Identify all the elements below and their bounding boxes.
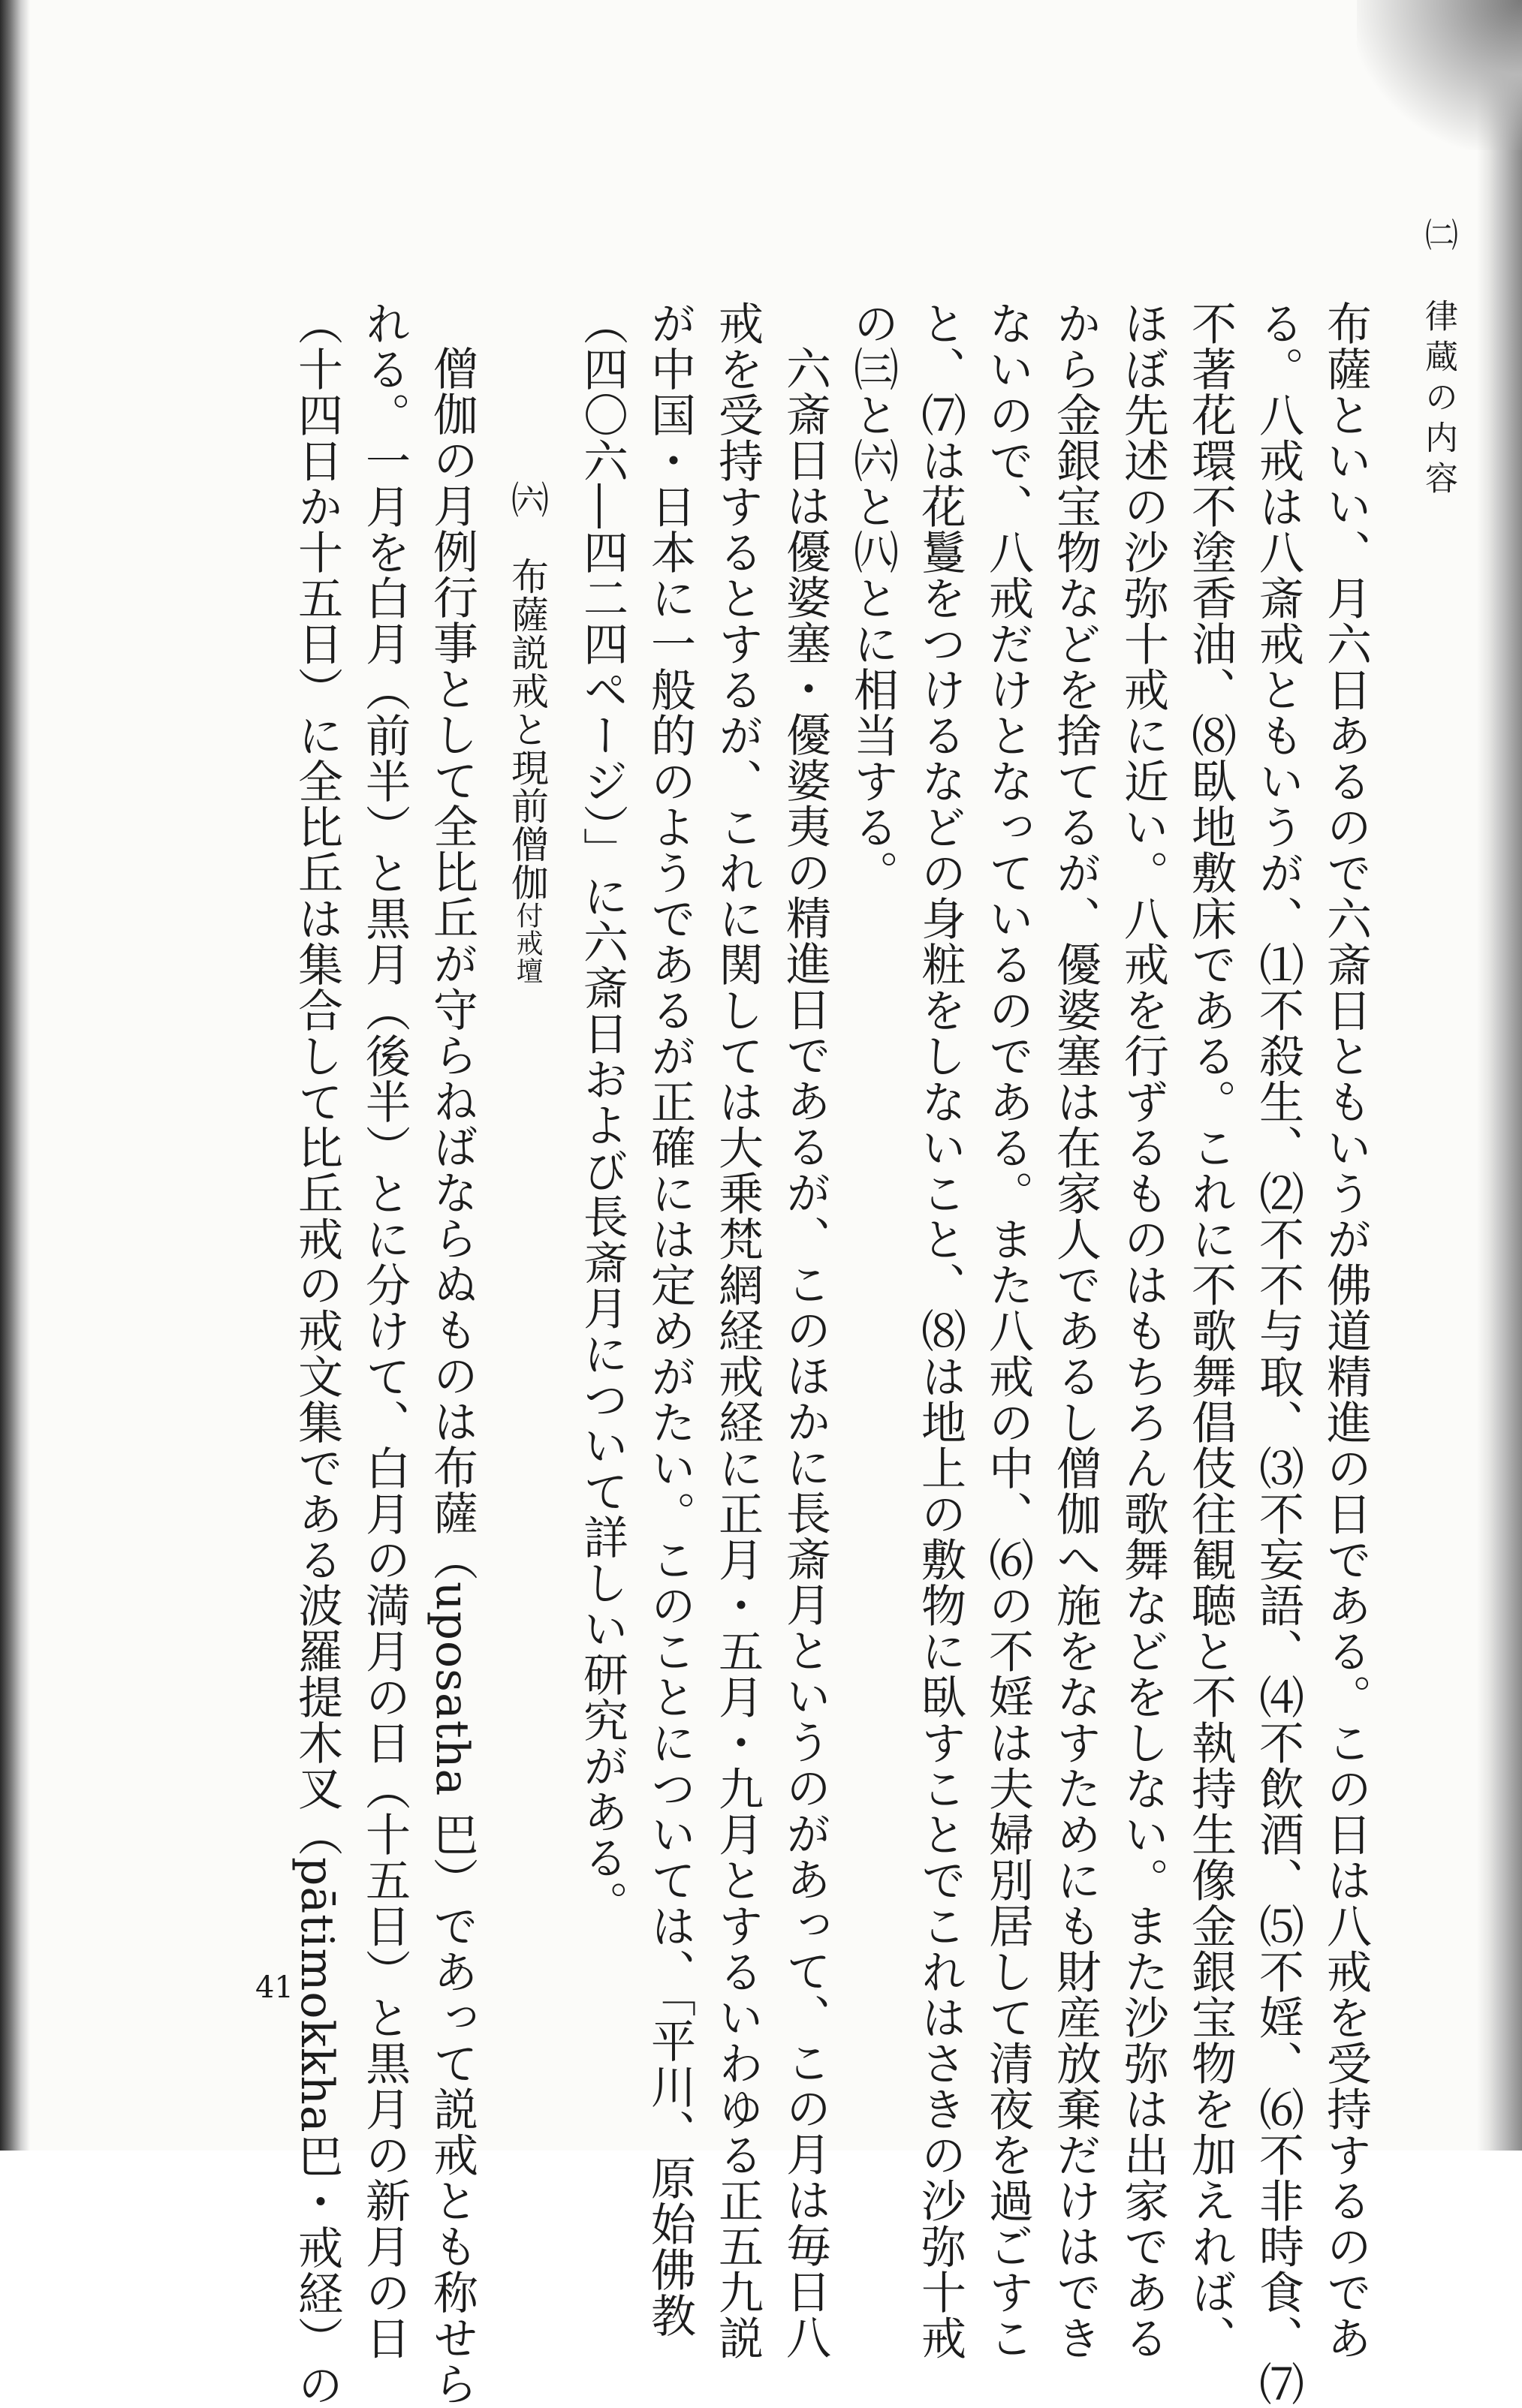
section-heading: [486, 300, 568, 1944]
text-line: が中国・日本に一般的のようであるが正確には定めがたい。このことについては、「平川、原始佛教: [643, 300, 696, 2338]
section-marker: ㈥: [505, 480, 549, 519]
text-line: （十四日か十五日）に全比丘は集合して比丘戒の戒文集である波羅提木叉（pātimokkha巴・戒経）の: [291, 300, 343, 2408]
page-number: 41: [255, 1970, 294, 2005]
running-head: ㈡ 律蔵の内容: [1419, 218, 1457, 501]
text-line: から金銀宝物などを捨てるが、優婆塞は在家人であるし僧伽へ施をなすためにも財産放棄だけはでき: [1049, 300, 1102, 2361]
text-line: 布薩といい、月六日あるので六斎日ともいうが佛道精進の日である。この日は八戒を受持するのであ: [1319, 300, 1372, 2361]
scan-shadow-right: [1477, 0, 1522, 2151]
scan-shadow-corner: [1357, 0, 1522, 150]
text-line: ほぼ先述の沙弥十戒に近い。八戒を行ずるものはもちろん歌舞などをしない。また沙弥は出家である: [1117, 300, 1169, 2361]
section-subtitle: 付戒壇: [512, 901, 543, 985]
text-line: 僧伽の月例行事として全比丘が守らねばならぬものは布薩（uposatha 巴）であって説戒とも称せら: [426, 345, 478, 2407]
text-line: る。八戒は八斎戒ともいうが、⑴不殺生、⑵不不与取、⑶不妄語、⑷不飲酒、⑸不婬、⑹不非時食、⑺: [1252, 300, 1304, 2406]
text-line: れる。一月を白月（前半）と黒月（後半）とに分けて、白月の満月の日（十五日）と黒月の新月の日: [358, 300, 411, 2361]
scan-shadow-left: [0, 0, 30, 2151]
text-line: 戒を受持するとするが、これに関しては大乗梵網経戒経に正月・五月・九月とするいわゆる正五九説: [711, 300, 764, 2361]
section-title: 布薩説戒と現前僧伽: [505, 557, 549, 901]
text-line: ないので、八戒だけとなっているのである。また八戒の中、⑹の不婬は夫婦別居して清夜を過ごすこ: [981, 300, 1034, 2361]
text-line: と、⑺は花鬘をつけるなどの身粧をしないこと、⑻は地上の敷物に臥すことでこれはさきの沙弥十戒: [914, 300, 966, 2361]
text-line: （四〇六―四二四ページ）」に六斎日および長斎月について詳しい研究がある。: [576, 300, 628, 1926]
text-line: の㈢と㈥と㈧とに相当する。: [846, 300, 899, 895]
text-line: 六斎日は優婆塞・優婆夷の精進日であるが、このほかに長斎月というのがあって、この月は毎日八: [779, 345, 831, 2360]
text-line: 不著花環不塗香油、⑻臥地敷床である。これに不歌舞倡伎往観聴と不執持生像金銀宝物を加えれば、: [1184, 300, 1237, 2361]
